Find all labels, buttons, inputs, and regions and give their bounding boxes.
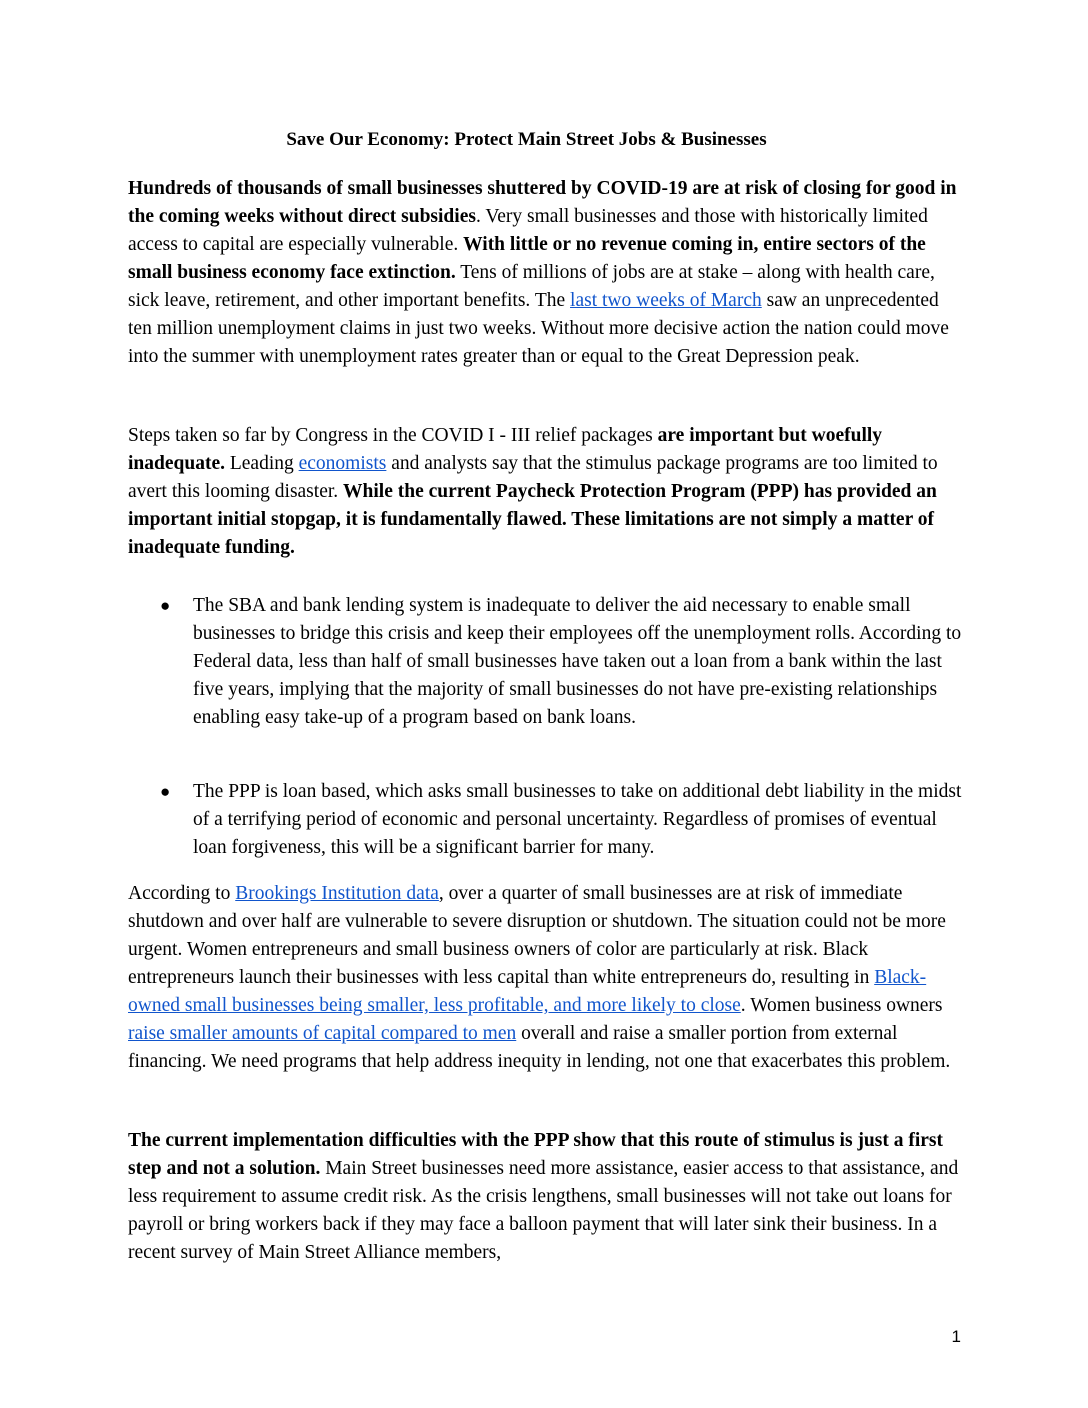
body-text: and analysts say that the stimulus package programs are too limited to avert this looming disaster. bbox=[128, 453, 938, 502]
link-brookings-institution-data[interactable]: Brookings Institution data bbox=[235, 883, 439, 904]
bullet-text: The SBA and bank lending system is inadequate to deliver the aid necessary to enable small businesses to bridge this crisis and keep their employees off the unemployment rolls. According to Federal data, less than half of small businesses have taken out a loan from a bank within the last five years, implying that the majority of small businesses do not have pre-existing relationships enabling easy take-up of a program based on bank loans. bbox=[193, 595, 962, 728]
paragraph-relief-packages bbox=[128, 422, 964, 562]
bullet-item bbox=[128, 778, 964, 862]
bold-text: While the current Paycheck Protection Program (PPP) has provided an important initial stopgap, it is fundamentally flawed. These limitations are not simply a matter of inadequate funding. bbox=[128, 481, 937, 558]
bold-text: With little or no revenue coming in, entire sectors of the small business economy face extinction. bbox=[128, 234, 926, 283]
bold-text: The current implementation difficulties with the PPP show that this route of stimulus is just a first step and not a solution. bbox=[128, 1130, 944, 1179]
body-text: . Very small businesses and those with historically limited access to capital are especially vulnerable. bbox=[128, 206, 928, 255]
body-text: , over a quarter of small businesses are at risk of immediate shutdown and over half are vulnerable to severe disruption or shutdown. The situation could not be more urgent. Women entrepreneurs and small business owners of color are particularly at risk. Black entrepreneurs launch their businesses with less capital than white entrepreneurs do, resulting in bbox=[128, 883, 946, 988]
bullet-text: The PPP is loan based, which asks small businesses to take on additional debt liability in the midst of a terrifying period of economic and personal uncertainty. Regardless of promises of eventual loan forgiveness, this will be a significant barrier for many. bbox=[193, 781, 962, 858]
link-women-capital[interactable]: raise smaller amounts of capital compared to men bbox=[128, 1023, 517, 1044]
body-text: Steps taken so far by Congress in the COVID I - III relief packages bbox=[128, 425, 658, 446]
bold-text: are important but woefully inadequate. bbox=[128, 425, 883, 474]
bullet-list bbox=[128, 778, 964, 862]
link-black-owned-businesses[interactable]: Black-owned small businesses being smaller, less profitable, and more likely to close bbox=[128, 967, 927, 1016]
body-text: saw an unprecedented ten million unemployment claims in just two weeks. Without more decisive action the nation could move into the summer with unemployment rates greater than or equal to the Great Depression peak. bbox=[128, 290, 949, 367]
bold-text: Hundreds of thousands of small businesses shuttered by COVID-19 are at risk of closing for good in the coming weeks without direct subsidies bbox=[128, 178, 957, 227]
link-economists[interactable]: economists bbox=[298, 453, 387, 474]
body-text: According to bbox=[128, 883, 236, 904]
bullet-list bbox=[128, 592, 964, 732]
paragraph-intro bbox=[128, 175, 964, 371]
page-number: 1 bbox=[951, 1327, 961, 1346]
paragraph-brookings bbox=[128, 880, 964, 1076]
paragraph-implementation bbox=[128, 1127, 964, 1267]
body-text: overall and raise a smaller portion from external financing. We need programs that help address inequity in lending, not one that exacerbates this problem. bbox=[128, 1023, 951, 1072]
link-last-two-weeks-of-march[interactable]: last two weeks of March bbox=[570, 290, 762, 311]
body-text: Main Street businesses need more assistance, easier access to that assistance, and less requirement to assume credit risk. As the crisis lengthens, small businesses will not take out loans for payroll or bring workers back if they may face a balloon payment that will later sink their business. In a recent survey of Main Street Alliance members, bbox=[128, 1158, 959, 1263]
document-title: Save Our Economy: Protect Main Street Jobs & Businesses bbox=[286, 129, 767, 150]
bullet-item bbox=[128, 592, 964, 732]
body-text: . Women business owners bbox=[740, 995, 943, 1016]
bullet-icon: ● bbox=[160, 782, 171, 801]
bullet-icon: ● bbox=[160, 596, 171, 615]
body-text: Leading bbox=[224, 453, 299, 474]
body-text: Tens of millions of jobs are at stake – along with health care, sick leave, retirement, and other important benefits. The bbox=[128, 262, 935, 311]
